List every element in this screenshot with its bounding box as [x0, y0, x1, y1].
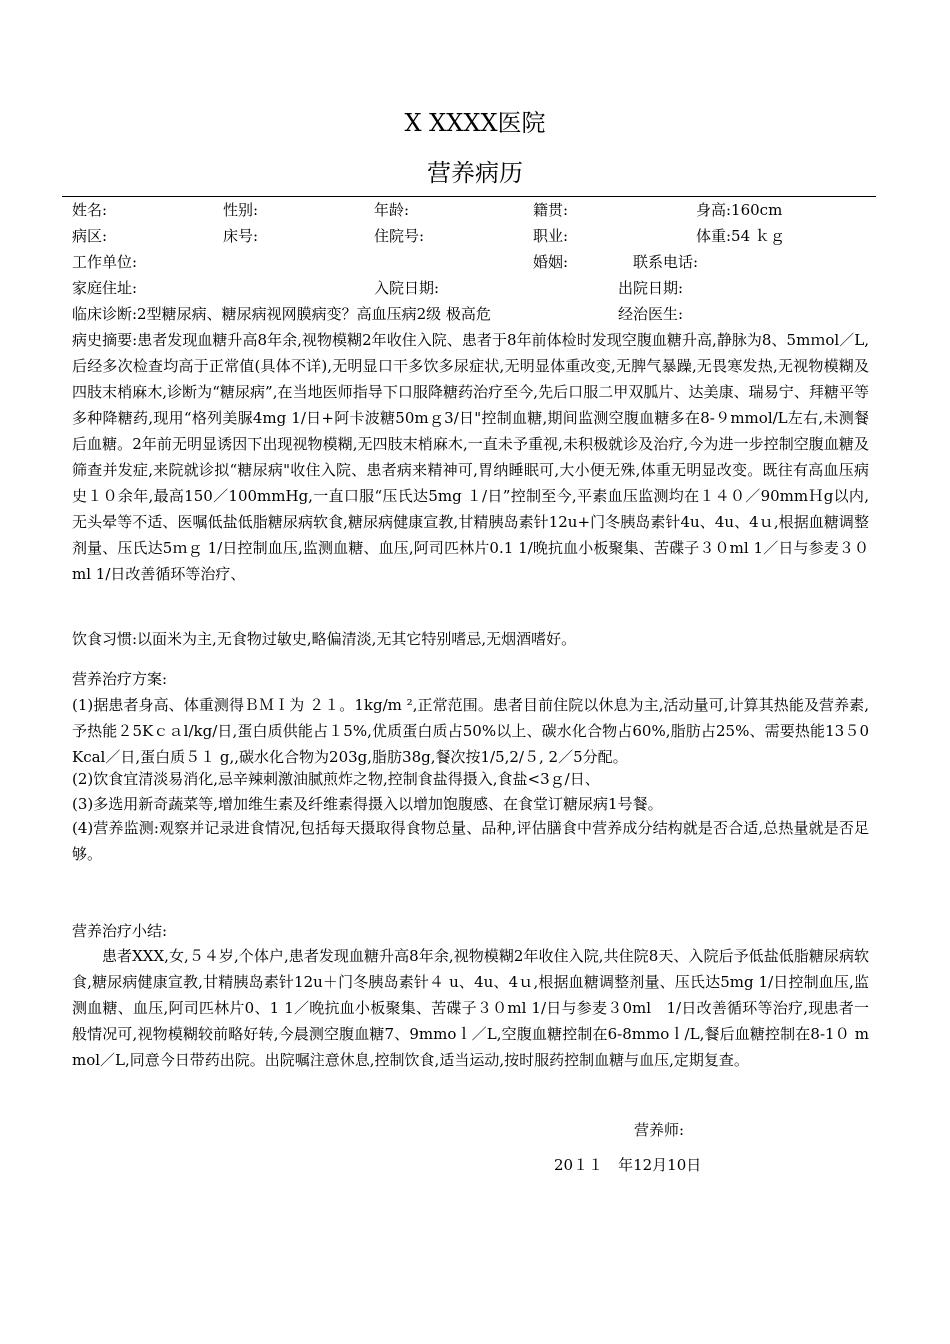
- attending-doctor-label: 经治医生:: [618, 305, 684, 323]
- patient-info-row-1: [72, 197, 872, 223]
- weight-field: 体重:54 ｋｇ: [696, 227, 785, 245]
- employer-label: 工作单位:: [72, 253, 138, 271]
- admission-date-label: 入院日期:: [374, 279, 440, 297]
- nutrition-plan-item-2: (2)饮食宜清淡易消化,忌辛辣刺激油腻煎炸之物,控制食盐得摄入,食盐<3ｇ/日、: [72, 770, 600, 788]
- sex-label: 性别:: [223, 201, 259, 219]
- nutrition-plan-heading: 营养治疗方案:: [72, 670, 168, 688]
- address-label: 家庭住址:: [72, 279, 138, 297]
- nutrition-summary-heading: 营养治疗小结:: [72, 922, 168, 940]
- phone-label: 联系电话:: [633, 253, 699, 271]
- patient-info-row-4: [72, 275, 872, 301]
- ward-label: 病区:: [72, 227, 108, 245]
- clinical-diagnosis: 临床诊断:2型糖尿病、糖尿病视网膜病变？高血压病2级 极高危: [72, 305, 491, 323]
- patient-info-row-2: [72, 223, 872, 249]
- admission-number-label: 住院号:: [374, 227, 425, 245]
- marital-status-label: 婚姻:: [533, 253, 569, 271]
- age-label: 年龄:: [374, 201, 410, 219]
- name-label: 姓名:: [72, 201, 108, 219]
- dietitian-signature-label: 营养师:: [634, 1121, 685, 1139]
- patient-info-row-3: [72, 249, 872, 275]
- record-title: 营养病历: [427, 159, 523, 187]
- height-field: 身高:160cm: [696, 201, 783, 219]
- hospital-name: X XXXX医院: [404, 109, 546, 137]
- bed-label: 床号:: [223, 227, 259, 245]
- occupation-label: 职业:: [533, 227, 569, 245]
- patient-info-row-5: [72, 301, 872, 327]
- nutrition-plan-item-3: (3)多选用新奇蔬菜等,增加维生素及纤维素得摄入以增加饱腹感、在食堂订糖尿病1号餐。: [72, 795, 663, 813]
- native-place-label: 籍贯:: [533, 201, 569, 219]
- record-date: 20１１ 年12月10日: [554, 1156, 702, 1174]
- nutrition-summary-body: 患者XXX,女,５４岁,个体户,患者发现血糖升高8年余,视物模糊2年收住入院,共住院8天、入院后予低盐低脂糖尿病软食,糖尿病健康宣教,甘精胰岛素针12u＋门冬胰岛素针４ u、4u、4ｕ,根据血糖调整剂量、压氏达5mg 1/日控制血压,监测血糖、血压,阿司匹林片0、1 1／晚抗血小板聚集、苦碟子３０ml 1/日与参麦３0ml 1/日改善循环等治疗,现患者一般情况可,视物模糊较前略好转,今晨测空腹血糖7、9mmoｌ／L,空腹血糖控制在6-8mmoｌ/L,餐后血糖控制在8-1０ mmol／L,同意今日带药出院。出院嘱注意休息,控制饮食,适当运动,按时服药控制血糖与血压,定期复查。: [72, 947, 869, 1069]
- nutrition-plan-item-4: (4)营养监测:观察并记录进食情况,包括每天摄取得食物总量、品种,评估膳食中营养成分结构就是否合适,总热量就是否足够。: [72, 819, 869, 863]
- discharge-date-label: 出院日期:: [618, 279, 684, 297]
- diet-habit: 饮食习惯:以面米为主,无食物过敏史,略偏清淡,无其它特别嗜忌,无烟酒嗜好。: [72, 630, 577, 648]
- history-summary: 病史摘要:患者发现血糖升高8年余,视物模糊2年收住入院、患者于8年前体检时发现空腹血糖升高,静脉为8、5mｍol／L,后经多次检查均高于正常值(具体不详),无明显口干多饮多尿症状,无明显体重改变,无脾气暴躁,无畏寒发热,无视物模糊及四肢末梢麻木,诊断为“糖尿病”,在当地医师指导下口服降糖药治疗至今,先后口服二甲双胍片、达美康、瑞易宁、拜糖平等多种降糖药,现用“格列美脲4mg 1/日+阿卡波糖50mｇ3/日"控制血糖,期间监测空腹血糖多在8-９mmol/L左右,未测餐后血糖。2年前无明显诱因下出现视物模糊,无四肢末梢麻木,一直未予重视,未积极就诊及治疗,今为进一步控制空腹血糖及筛查并发症,来院就诊拟“糖尿病"收住入院、患者病来精神可,胃纳睡眠可,大小便无殊,体重无明显改变。既往有高血压病史１０余年,最高150／100mmHg,一直口服“压氏达5mg １/日”控制至今,平素血压监测均在１４０／90mmＨg以内,无头晕等不适、医嘱低盐低脂糖尿病软食,糖尿病健康宣教,甘精胰岛素针12u+门冬胰岛素针4u、4u、4ｕ,根据血糖调整剂量、压氏达5ｍｇ 1/日控制血压,监测血糖、血压,阿司匹林片0.1 1/晚抗血小板聚集、苦碟子３０ml 1／日与参麦３０ ml 1/日改善循环等治疗、: [72, 331, 869, 583]
- nutrition-plan-item-1: (1)据患者身高、体重测得ＢＭＩ为 ２１。1kg/m ²,正常范围。患者目前住院以休息为主,活动量可,计算其热能及营养素,予热能２5Kｃａl/kg/日,蛋白质供能占１5%,优质蛋白质占50%以上、碳水化合物占60%,脂肪占25%、需要热能13５0Kcal／日,蛋白质５１ g,,碳水化合物为203g,脂肪38g,餐次按1/5,2/５, 2／5分配。: [72, 696, 869, 766]
